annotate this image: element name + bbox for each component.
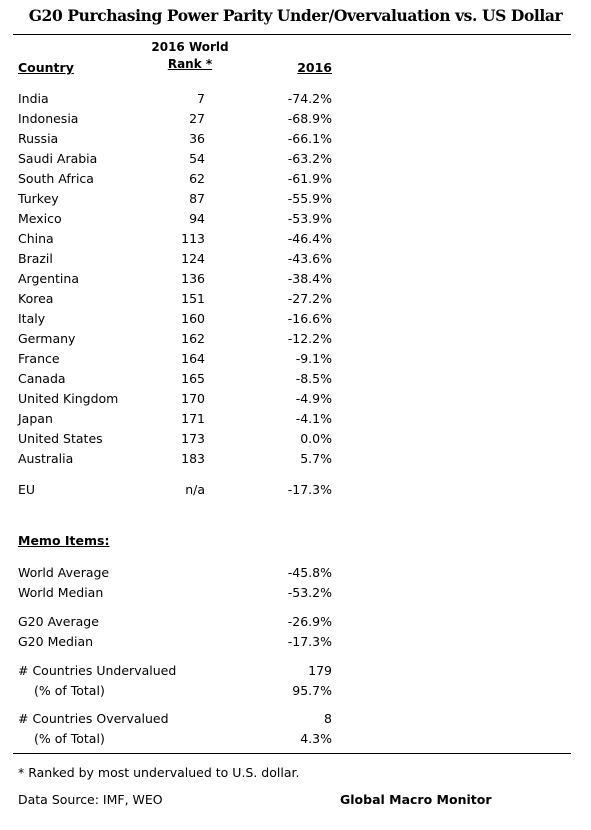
brand-label: Global Macro Monitor [340,792,492,807]
rank-cell: 62 [189,171,205,186]
country-cell: United Kingdom [18,391,119,406]
data-source: Data Source: IMF, WEO [18,792,163,807]
overvalued-count-value: 8 [324,711,332,726]
value-cell: -46.4% [287,231,332,246]
country-cell: Russia [18,131,59,146]
country-header: Country [18,60,74,75]
undervalued-pct-value: 95.7% [292,683,332,698]
country-cell: Indonesia [18,111,79,126]
country-cell: United States [18,431,103,446]
country-cell: Turkey [18,191,59,206]
value-cell: -43.6% [287,251,332,266]
country-cell: India [18,91,49,106]
rank-cell: 151 [181,291,205,306]
country-cell: Mexico [18,211,62,226]
g20-median-label: G20 Median [18,634,94,649]
country-cell: Canada [18,371,66,386]
value-cell: -63.2% [287,151,332,166]
g20-average-value: -26.9% [287,614,332,629]
world-median-value: -53.2% [287,585,332,600]
rank-cell: 162 [181,331,205,346]
value-cell: -38.4% [287,271,332,286]
world-average-value: -45.8% [287,565,332,580]
undervalued-pct-label: (% of Total) [34,683,105,698]
undervalued-count-label: # Countries Undervalued [18,663,177,678]
country-cell: Saudi Arabia [18,151,98,166]
country-cell: South Africa [18,171,94,186]
value-cell: -74.2% [287,91,332,106]
eu-country: EU [18,482,36,497]
country-cell: Korea [18,291,54,306]
rank-header-line1: 2016 World [151,40,229,54]
rank-header-line2: Rank * [167,57,213,71]
rank-cell: 124 [181,251,205,266]
memo-heading: Memo Items: [18,533,110,548]
rank-cell: 54 [189,151,205,166]
overvalued-count-label: # Countries Overvalued [18,711,169,726]
overvalued-pct-label: (% of Total) [34,731,105,746]
rank-cell: 164 [181,351,205,366]
rank-cell: 113 [181,231,205,246]
rank-cell: 87 [189,191,205,206]
value-cell: -8.5% [295,371,332,386]
value-cell: -61.9% [287,171,332,186]
rank-cell: 136 [181,271,205,286]
world-median-label: World Median [18,585,104,600]
country-cell: China [18,231,54,246]
value-cell: -4.9% [295,391,332,406]
undervalued-count-value: 179 [308,663,332,678]
country-cell: Australia [18,451,74,466]
footnote: * Ranked by most undervalued to U.S. dollar. [18,765,300,780]
country-cell: Italy [18,311,46,326]
value-cell: -55.9% [287,191,332,206]
bottom-divider [13,753,571,754]
rank-cell: 36 [189,131,205,146]
country-cell: Japan [18,411,53,426]
rank-cell: 27 [189,111,205,126]
value-cell: -53.9% [287,211,332,226]
rank-cell: 170 [181,391,205,406]
country-cell: France [18,351,60,366]
rank-cell: 171 [181,411,205,426]
rank-cell: 165 [181,371,205,386]
rank-cell: 183 [181,451,205,466]
value-cell: -68.9% [287,111,332,126]
value-cell: -4.1% [295,411,332,426]
overvalued-pct-value: 4.3% [300,731,332,746]
country-cell: Argentina [18,271,79,286]
rank-cell: 94 [189,211,205,226]
value-cell: -12.2% [287,331,332,346]
country-cell: Brazil [18,251,53,266]
top-divider [13,34,571,35]
year-header: 2016 [297,60,332,75]
g20-average-label: G20 Average [18,614,99,629]
page-title: G20 Purchasing Power Parity Under/Overvaluation vs. US Dollar [28,6,563,25]
value-cell: -27.2% [287,291,332,306]
value-cell: -9.1% [295,351,332,366]
value-cell: 0.0% [300,431,332,446]
country-cell: Germany [18,331,76,346]
g20-median-value: -17.3% [287,634,332,649]
eu-rank: n/a [185,482,205,497]
eu-value: -17.3% [287,482,332,497]
rank-header [145,39,235,73]
value-cell: 5.7% [300,451,332,466]
value-cell: -66.1% [287,131,332,146]
value-cell: -16.6% [287,311,332,326]
rank-cell: 7 [197,91,205,106]
world-average-label: World Average [18,565,110,580]
rank-cell: 173 [181,431,205,446]
rank-cell: 160 [181,311,205,326]
